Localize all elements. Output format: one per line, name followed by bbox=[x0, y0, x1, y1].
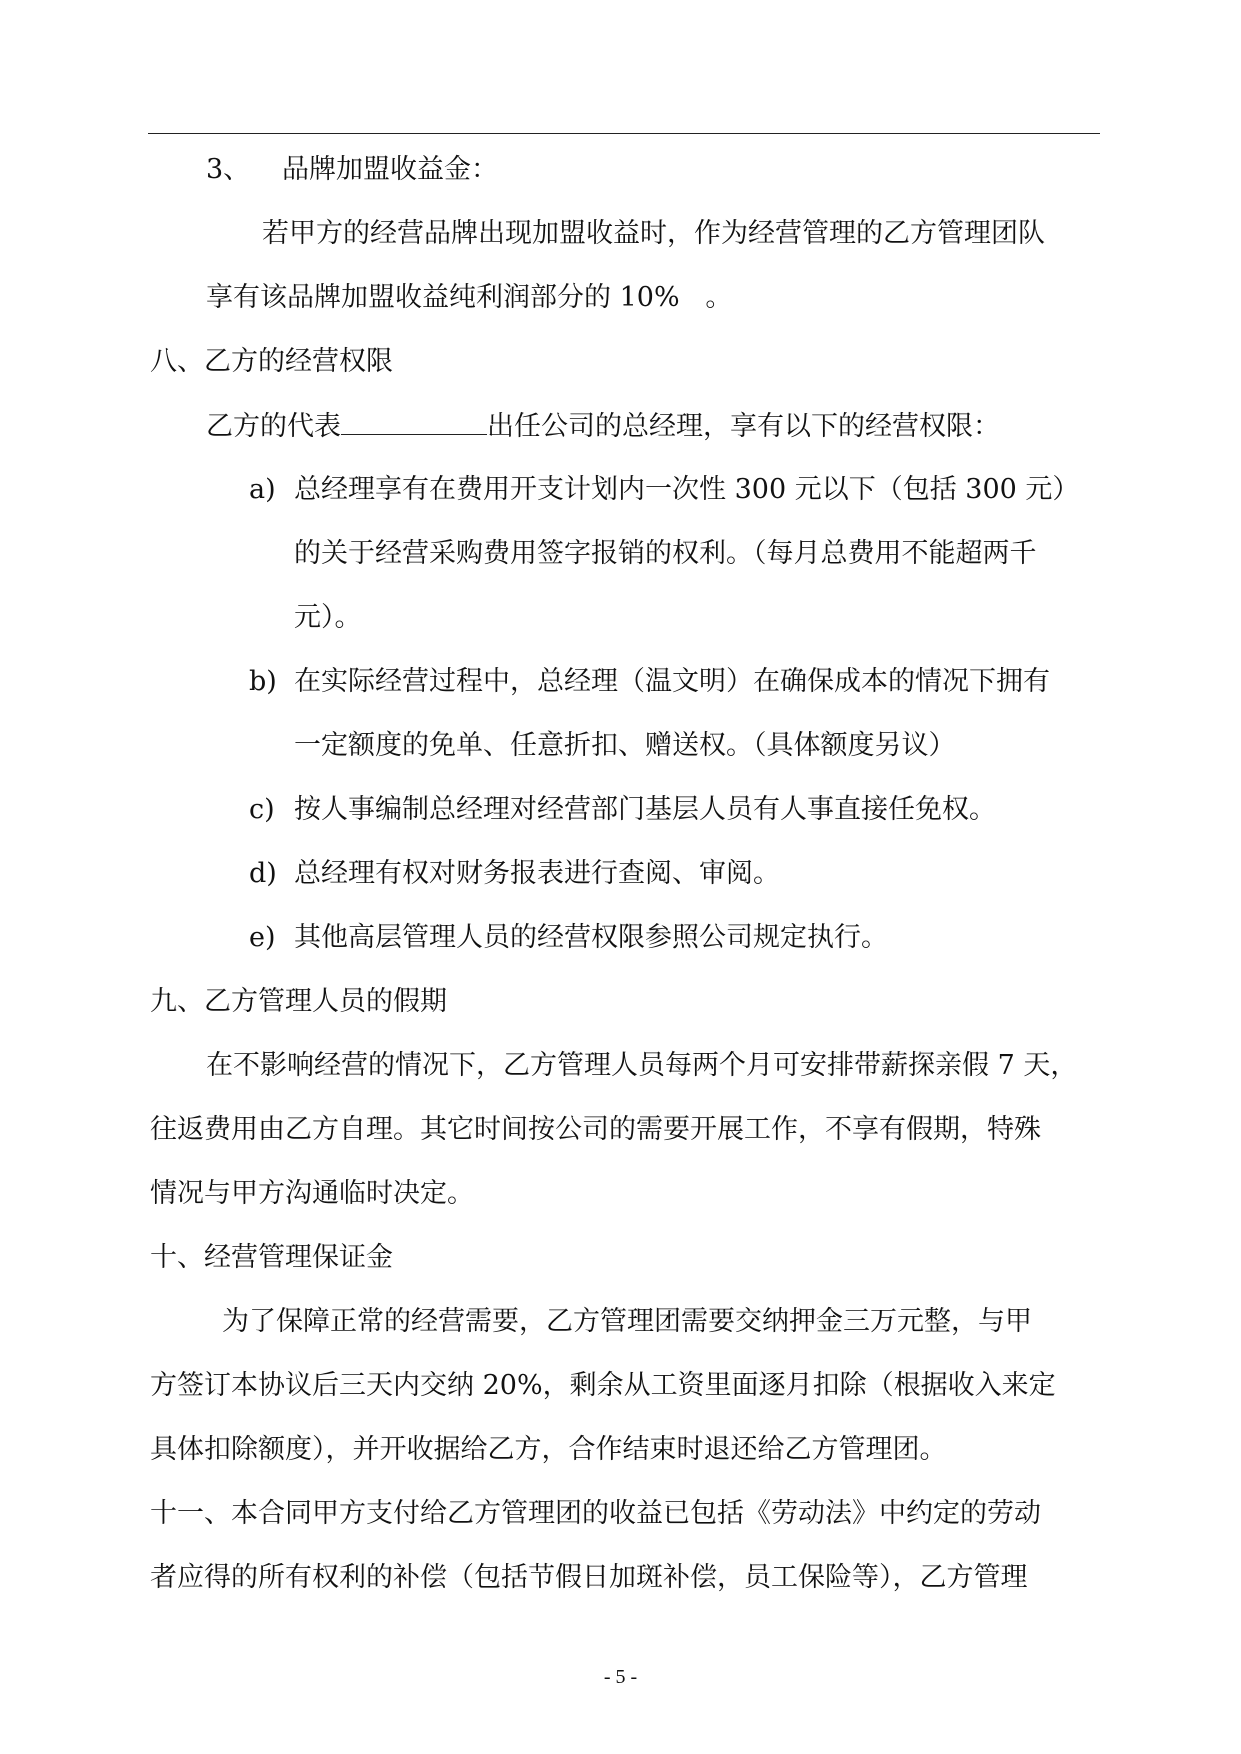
section8-intro-after: 出任公司的总经理，享有以下的经营权限： bbox=[487, 411, 1000, 442]
item3-body-line-2: 享有该品牌加盟收益纯利润部分的 10% 。 bbox=[206, 282, 733, 313]
section11-line-2: 者应得的所有权利的补偿（包括节假日加斑补偿，员工保险等），乙方管理 bbox=[150, 1562, 1028, 1593]
item-d-line-1: 总经理有权对财务报表进行查阅、审阅。 bbox=[294, 858, 780, 889]
section9-line-2: 往返费用由乙方自理。其它时间按公司的需要开展工作，不享有假期，特殊 bbox=[150, 1114, 1041, 1145]
item-a-line-1: 总经理享有在费用开支计划内一次性 300 元以下（包括 300 元） bbox=[294, 474, 1080, 505]
item3-number: 3、 bbox=[206, 154, 251, 185]
section8-intro bbox=[206, 408, 1000, 445]
section9-line-3: 情况与甲方沟通临时决定。 bbox=[150, 1178, 474, 1209]
item-e-line-1: 其他高层管理人员的经营权限参照公司规定执行。 bbox=[294, 922, 888, 953]
item-d-marker: d) bbox=[249, 858, 277, 889]
page-number: - 5 - bbox=[603, 1666, 638, 1688]
item-b-line-1: 在实际经营过程中，总经理（温文明）在确保成本的情况下拥有 bbox=[294, 666, 1050, 697]
item-a-line-3: 元）。 bbox=[294, 602, 362, 633]
section9-line-1: 在不影响经营的情况下，乙方管理人员每两个月可安排带薪探亲假 7 天， bbox=[206, 1050, 1078, 1081]
header-rule bbox=[148, 133, 1100, 134]
representative-blank-line bbox=[341, 408, 487, 435]
section11-line-1: 十一、本合同甲方支付给乙方管理团的收益已包括《劳动法》中约定的劳动 bbox=[150, 1498, 1041, 1529]
item3-title: 品牌加盟收益金： bbox=[282, 154, 498, 185]
section8-intro-before: 乙方的代表 bbox=[206, 411, 341, 442]
item-c-line-1: 按人事编制总经理对经营部门基层人员有人事直接任免权。 bbox=[294, 794, 996, 825]
section9-heading: 九、乙方管理人员的假期 bbox=[150, 986, 447, 1017]
section10-line-3: 具体扣除额度），并开收据给乙方，合作结束时退还给乙方管理团。 bbox=[150, 1434, 947, 1465]
item-a-line-2: 的关于经营采购费用签字报销的权利。（每月总费用不能超两千 bbox=[294, 538, 1037, 569]
section8-heading: 八、乙方的经营权限 bbox=[150, 346, 393, 377]
item3-body-line-1: 若甲方的经营品牌出现加盟收益时，作为经营管理的乙方管理团队 bbox=[262, 218, 1045, 249]
item-b-marker: b) bbox=[249, 666, 277, 697]
item-e-marker: e) bbox=[249, 922, 276, 953]
item-a-marker: a) bbox=[249, 474, 276, 505]
item-c-marker: c) bbox=[249, 794, 275, 825]
section10-heading: 十、经营管理保证金 bbox=[150, 1242, 393, 1273]
section10-line-2: 方签订本协议后三天内交纳 20%，剩余从工资里面逐月扣除（根据收入来定 bbox=[150, 1370, 1056, 1401]
item-b-line-2: 一定额度的免单、任意折扣、赠送权。（具体额度另议） bbox=[294, 730, 956, 761]
section10-line-1: 为了保障正常的经营需要，乙方管理团需要交纳押金三万元整，与甲 bbox=[222, 1306, 1032, 1337]
